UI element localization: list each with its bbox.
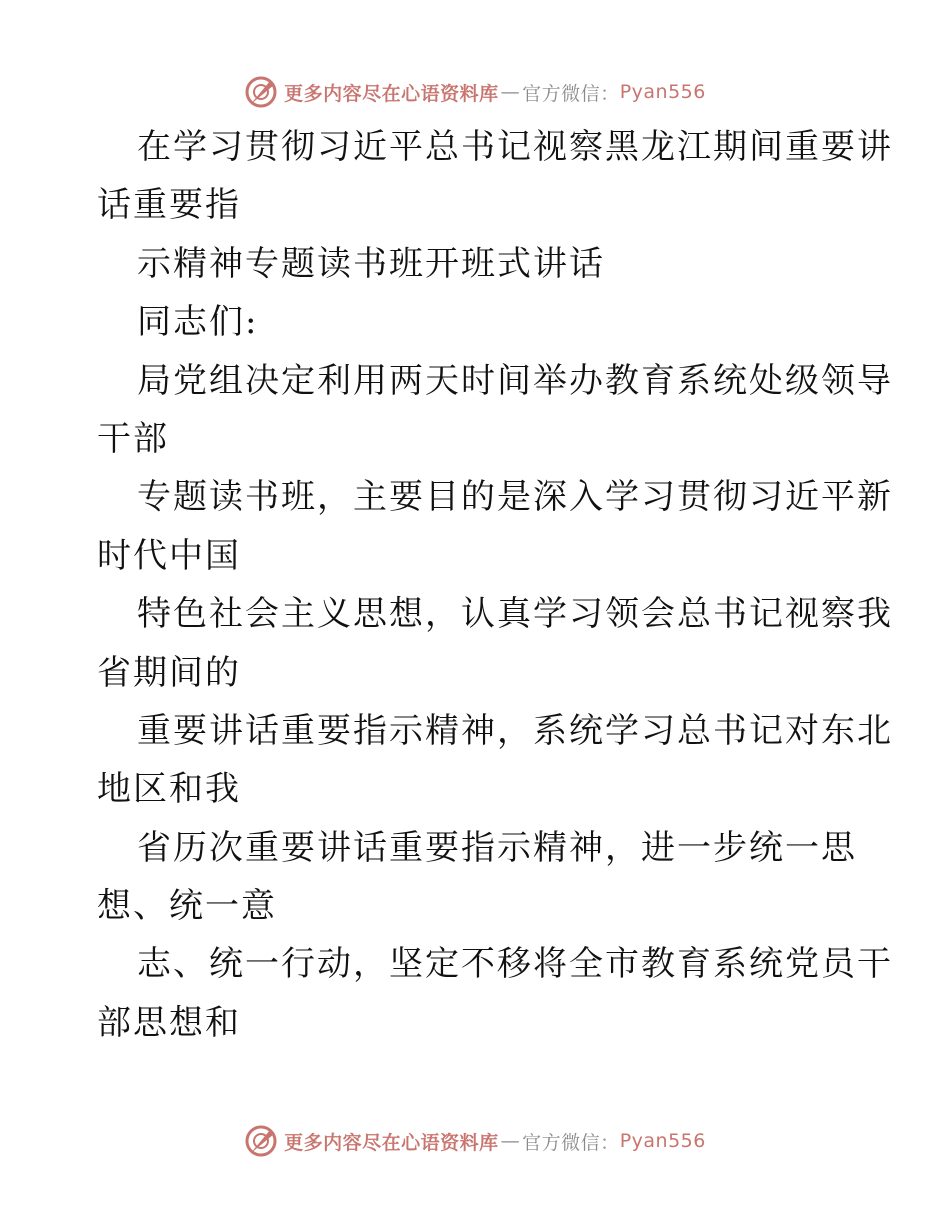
banner-official-label: 官方微信： — [522, 1131, 620, 1154]
banner-handle: Pyan556 — [619, 81, 706, 103]
text-line: 部思想和 — [97, 1002, 241, 1043]
banner-brand: 更多内容尽在心语资料库 — [284, 1131, 499, 1154]
banner-separator: — — [500, 1130, 521, 1152]
text-line: 省期间的 — [97, 652, 241, 693]
text-line: 特色社会主义思想，认真学习领会总书记视察我 — [137, 594, 893, 635]
quill-logo-icon — [244, 75, 278, 109]
banner-text — [284, 1128, 706, 1155]
text-line: 想、统一意 — [97, 886, 277, 927]
text-line: 干部 — [97, 418, 169, 459]
text-line: 地区和我 — [97, 769, 241, 810]
text-line: 示精神专题读书班开班式讲话 — [137, 243, 605, 284]
text-line: 在学习贯彻习近平总书记视察黑龙江期间重要讲 — [137, 127, 893, 167]
text-line: 局党组决定利用两天时间举办教育系统处级领导 — [137, 360, 893, 401]
banner-brand: 更多内容尽在心语资料库 — [284, 82, 499, 105]
banner-separator: — — [500, 81, 521, 103]
text-line: 专题读书班，主要目的是深入学习贯彻习近平新 — [137, 477, 893, 518]
text-line: 志、统一行动，坚定不移将全市教育系统党员干 — [137, 944, 893, 985]
text-line: 省历次重要讲话重要指示精神，进一步统一思 — [137, 827, 857, 868]
text-line: 话重要指 — [97, 185, 241, 226]
banner-official-label: 官方微信： — [522, 82, 620, 105]
banner-text — [284, 79, 706, 106]
text-line: 时代中国 — [97, 535, 241, 576]
quill-logo-icon — [244, 1124, 278, 1158]
text-line: 重要讲话重要指示精神，系统学习总书记对东北 — [137, 710, 893, 751]
footer-banner — [0, 1121, 950, 1161]
document-body — [97, 118, 893, 1052]
header-banner — [0, 72, 950, 112]
banner-handle: Pyan556 — [619, 1130, 706, 1152]
text-line: 同志们: — [137, 302, 259, 343]
